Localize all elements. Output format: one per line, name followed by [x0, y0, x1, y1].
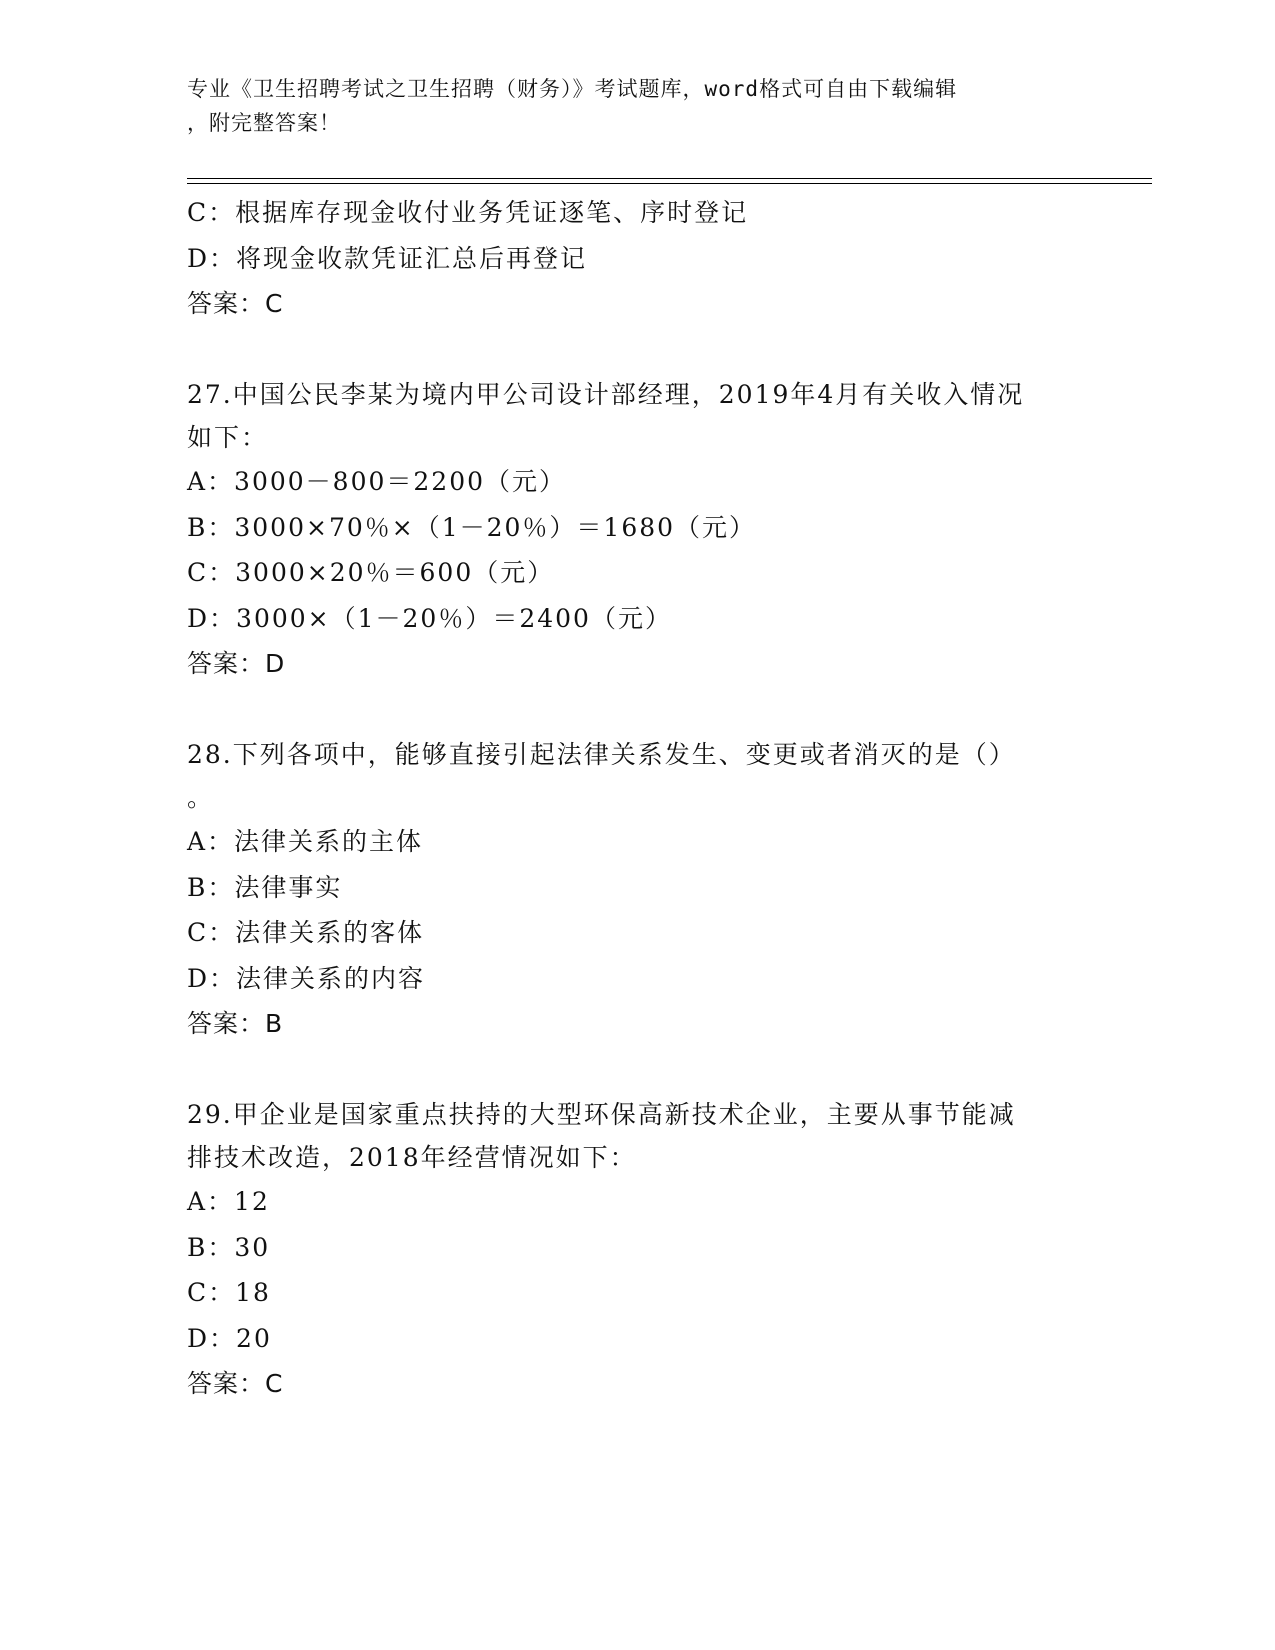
answer-line: 答案：C	[187, 289, 284, 318]
option-a: A：12	[187, 1187, 270, 1216]
question-stem-continuation: 。	[187, 783, 215, 812]
header-divider-bottom	[187, 183, 1152, 184]
question-stem-continuation: 如下：	[187, 423, 269, 452]
option-d: D：法律关系的内容	[187, 963, 426, 993]
header-title-line-2: ，附完整答案！	[187, 111, 341, 135]
answer-line: 答案：D	[187, 649, 286, 678]
question-27	[187, 372, 1087, 687]
option-c: C：根据库存现金收付业务凭证逐笔、序时登记	[187, 198, 749, 227]
option-d: D：3000×（1－20％）＝2400（元）	[187, 603, 672, 633]
answer-line: 答案：C	[187, 1369, 284, 1398]
header-title-line-1: 专业《卫生招聘考试之卫生招聘（财务）》考试题库，word格式可自由下载编辑	[187, 77, 958, 101]
option-b: B：3000×70％×（1－20％）＝1680（元）	[187, 512, 757, 542]
question-26-continued	[187, 190, 1087, 327]
question-stem: 29.甲企业是国家重点扶持的大型环保高新技术企业，主要从事节能减	[187, 1099, 1016, 1129]
option-d: D：将现金收款凭证汇总后再登记	[187, 243, 588, 273]
question-stem: 27.中国公民李某为境内甲公司设计部经理，2019年4月有关收入情况	[187, 379, 1025, 409]
question-stem: 28.下列各项中，能够直接引起法律关系发生、变更或者消灭的是（）	[187, 739, 1016, 769]
header-divider-top	[187, 178, 1152, 179]
option-a: A：3000－800＝2200（元）	[187, 467, 567, 496]
option-c: C：法律关系的客体	[187, 918, 425, 947]
question-28	[187, 732, 1087, 1047]
question-list	[187, 190, 1087, 1407]
option-b: B：30	[187, 1232, 271, 1262]
option-a: A：法律关系的主体	[187, 827, 424, 856]
answer-line: 答案：B	[187, 1009, 284, 1038]
option-b: B：法律事实	[187, 872, 343, 902]
document-header	[187, 72, 1067, 140]
question-29	[187, 1092, 1087, 1407]
option-c: C：3000×20％＝600（元）	[187, 558, 555, 587]
option-d: D：20	[187, 1323, 272, 1353]
question-stem-continuation: 排技术改造，2018年经营情况如下：	[187, 1143, 637, 1172]
option-c: C：18	[187, 1278, 271, 1307]
